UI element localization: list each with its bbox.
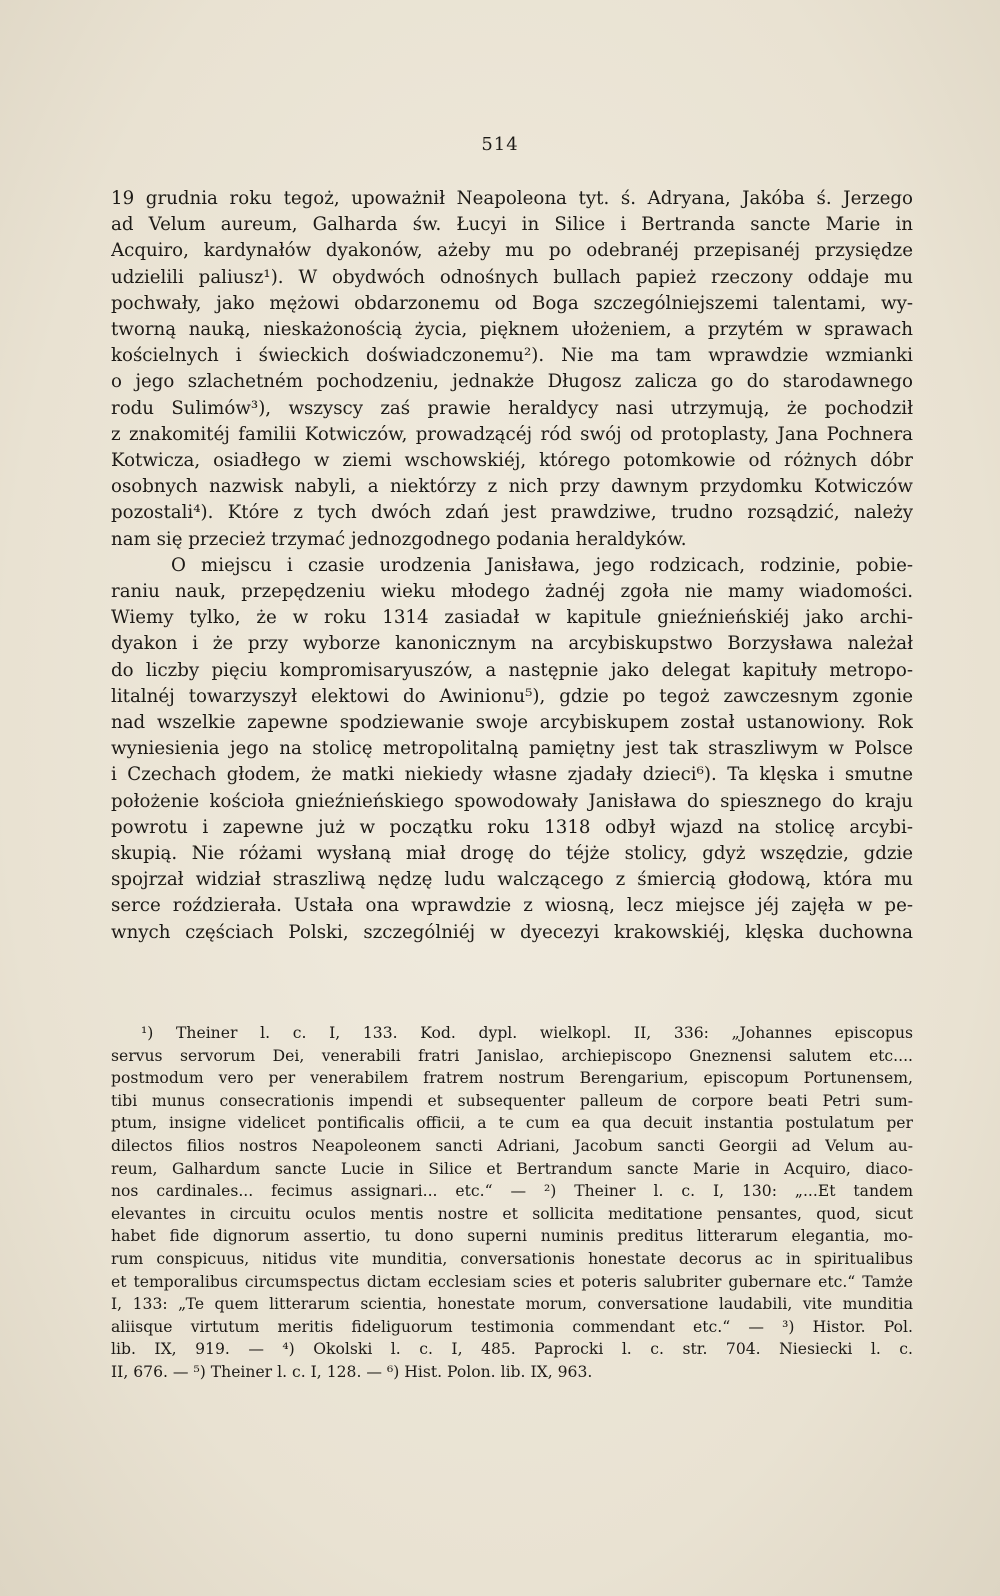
- footnote-line: II, 676. — ⁵) Theiner l. c. I, 128. — ⁶) Hist. Polon. lib. IX, 963.: [111, 1362, 593, 1381]
- text-line: Acquiro, kardynałów dyakonów, ażeby mu po odebranéj przepisanéj przysiędze: [111, 240, 913, 262]
- text-line: o jego szlachetném pochodzeniu, jednakże Długosz zalicza go do starodawnego: [111, 371, 913, 393]
- footnotes: [111, 1022, 913, 1384]
- footnote-line: postmodum vero per venerabilem fratrem nostrum Berengarium, episcopum Portunensem,: [111, 1069, 913, 1088]
- text-line: dyakon i że przy wyborze kanonicznym na arcybiskupstwo Borzysława należał: [111, 633, 913, 655]
- footnote-line: I, 133: „Te quem litterarum scientia, honestate morum, conversatione laudabili, vite munditia: [111, 1295, 913, 1314]
- text-line: O miejscu i czasie urodzenia Janisława, jego rodzicach, rodzinie, pobie-: [171, 554, 913, 576]
- text-line: serce roździerała. Ustała ona wprawdzie z wiosną, lecz miejsce jéj zajęła w pe-: [111, 895, 913, 917]
- footnote-line: rum conspicuus, nitidus vite munditia, conversationis honestate decorus ac in spiritualibus: [111, 1249, 913, 1268]
- text-line: udzielili paliusz¹). W obydwóch odnośnych bullach papież rzeczony oddaje mu: [111, 266, 913, 288]
- footnote-line: aliisque virtutum meritis fideliguorum testimonia commendant etc.“ — ³) Histor. Pol.: [111, 1317, 913, 1336]
- footnote-line: reum, Galhardum sancte Lucie in Silice et Bertrandum sancte Marie in Acquiro, diaco-: [111, 1159, 913, 1178]
- text-line: Wiemy tylko, że w roku 1314 zasiadał w kapitule gnieźnieńskiéj jako archi-: [111, 607, 913, 629]
- footnote-line: lib. IX, 919. — ⁴) Okolski l. c. I, 485. Paprocki l. c. str. 704. Niesiecki l. c.: [111, 1340, 913, 1359]
- footnote-line: ptum, insigne videlicet pontificalis officii, a te cum ea qua decuit instantia postulatum per: [111, 1114, 913, 1133]
- text-line: skupią. Nie różami wysłaną miał drogę do téjże stolicy, gdyż wszędzie, gdzie: [111, 843, 913, 865]
- text-line: wyniesienia jego na stolicę metropolitalną pamiętny jest tak straszliwym w Polsce: [111, 738, 913, 760]
- text-line: raniu nauk, przepędzeniu wieku młodego żadnéj zgoła nie mamy wiadomości.: [111, 581, 913, 603]
- text-line: kościelnych i świeckich doświadczonemu²). Nie ma tam wprawdzie wzmianki: [111, 345, 913, 367]
- text-line: nam się przecież trzymać jednozgodnego podania heraldyków.: [111, 528, 687, 550]
- text-line: pozostali⁴). Które z tych dwóch zdań jest prawdziwe, trudno rozsądzić, należy: [111, 502, 913, 524]
- text-line: osobnych nazwisk nabyli, a niektórzy z nich przy dawnym przydomku Kotwiczów: [111, 476, 913, 498]
- footnote-line: ¹) Theiner l. c. I, 133. Kod. dypl. wielkopl. II, 336: „Johannes episcopus: [141, 1024, 913, 1042]
- text-line: rodu Sulimów³), wszyscy zaś prawie heraldycy nasi utrzymują, że pochodził: [111, 397, 913, 419]
- main-text: [111, 186, 913, 946]
- footnote-line: dilectos filios nostros Neapoleonem sancti Adriani, Jacobum sancti Georgii ad Velum au-: [111, 1136, 913, 1155]
- footnote-line: elevantes in circuitu oculos mentis nostre et sollicita meditatione pensantes, quod, sicut: [111, 1204, 913, 1223]
- text-line: litalnéj towarzyszył elektowi do Awinionu⁵), gdzie po tegoż zawczesnym zgonie: [111, 685, 913, 707]
- text-line: ad Velum aureum, Galharda św. Łucyi in Silice i Bertranda sancte Marie in: [111, 214, 913, 236]
- text-line: i Czechach głodem, że matki niekiedy własne zjadały dzieci⁶). Ta klęska i smutne: [111, 764, 913, 786]
- text-line: pochwały, jako mężowi obdarzonemu od Boga szczególniejszemi talentami, wy-: [111, 292, 913, 314]
- footnote-line: tibi munus consecrationis impendi et subsequenter palleum de corpore beati Petri sum-: [111, 1091, 913, 1110]
- footnote-line: servus servorum Dei, venerabili fratri Janislao, archiepiscopo Gneznensi salutem etc....: [111, 1046, 913, 1065]
- text-line: wnych częściach Polski, szczególniéj w dyecezyi krakowskiéj, klęska duchowna: [111, 921, 913, 943]
- text-line: nad wszelkie zapewne spodziewanie swoje arcybiskupem został ustanowiony. Rok: [111, 712, 913, 734]
- text-line: powrotu i zapewne już w początku roku 1318 odbył wjazd na stolicę arcybi-: [111, 816, 913, 838]
- text-line: do liczby pięciu kompromisaryuszów, a następnie jako delegat kapituły metropo-: [111, 659, 913, 681]
- page-number: 514: [481, 134, 519, 155]
- text-line: położenie kościoła gnieźnieńskiego spowodowały Janisława do spiesznego do kraju: [111, 790, 913, 812]
- text-line: z znakomitéj familii Kotwiczów, prowadzącéj ród swój od protoplasty, Jana Pochnera: [111, 423, 913, 445]
- text-line: 19 grudnia roku tegoż, upoważnił Neapoleona tyt. ś. Adryana, Jakóba ś. Jerzego: [111, 188, 913, 209]
- text-line: Kotwicza, osiadłego w ziemi wschowskiéj, którego potomkowie od różnych dóbr: [111, 450, 913, 472]
- text-line: tworną nauką, nieskażonością życia, pięknem ułożeniem, a przytém w sprawach: [111, 319, 913, 341]
- footnote-line: habet fide dignorum assertio, tu dono superni numinis preditus litterarum elegantia, mo-: [111, 1227, 913, 1246]
- footnote-line: nos cardinales... fecimus assignari... etc.“ — ²) Theiner l. c. I, 130: „...Et tandem: [111, 1182, 913, 1201]
- text-line: spojrzał widział straszliwą nędzę ludu walczącego z śmiercią głodową, która mu: [111, 869, 913, 891]
- footnote-line: et temporalibus circumspectus dictam ecclesiam scies et poteris salubriter gubernare etc.“ Tamże: [111, 1272, 913, 1291]
